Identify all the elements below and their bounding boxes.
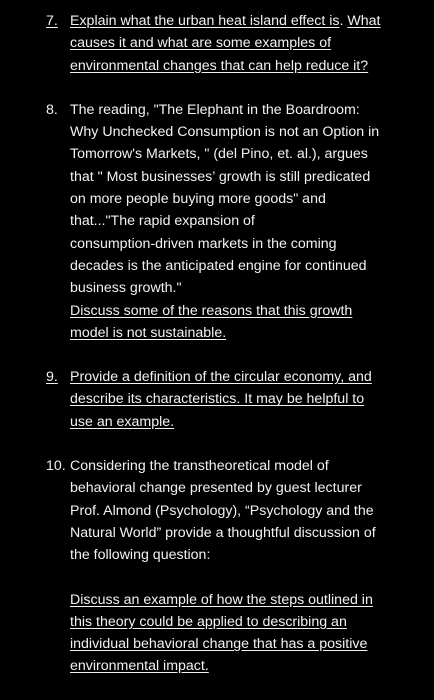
question-text-line: causes it and what are some examples of [70, 35, 332, 52]
question-number: 7. [46, 13, 58, 29]
question-9 [0, 366, 434, 433]
question-text-line: Prof. Almond (Psychology), “Psychology and the [70, 502, 374, 519]
question-7 [0, 10, 434, 77]
assignment-questions [0, 10, 434, 678]
question-number: 9. [46, 369, 58, 386]
question-text-line: the following question: [70, 547, 211, 564]
question-prompt-line: environmental impact. [70, 658, 209, 675]
question-prompt-line: model is not sustainable. [70, 324, 227, 341]
question-prompt-line: use an example. [70, 413, 175, 430]
question-prompt-line: describe its characteristics. It may be helpful to [70, 391, 365, 408]
question-text-line: Why Unchecked Consumption is not an Option in [70, 124, 380, 141]
question-text-line: environmental changes that can help reduce it? [70, 57, 369, 74]
question-text-line: Considering the transtheoretical model of [70, 458, 329, 475]
question-text-line: Explain what the urban heat island effect is. What [70, 13, 381, 29]
question-number: 8. [46, 101, 58, 118]
question-text-line: behavioral change presented by guest lecturer [70, 480, 362, 497]
question-prompt-line: this theory could be applied to describing an [70, 613, 347, 630]
question-text-line: decades is the anticipated engine for continued [70, 257, 367, 274]
question-prompt-line: individual behavioral change that has a positive [70, 636, 368, 653]
question-text-line: business growth." [70, 280, 182, 297]
question-text-line: that..."The rapid expansion of [70, 213, 255, 230]
question-text-line: on more people buying more goods" and [70, 191, 326, 208]
question-number: 10. [46, 458, 66, 475]
question-prompt-line: Provide a definition of the circular economy, and [70, 369, 372, 386]
question-prompt-line: Discuss an example of how the steps outlined in [70, 591, 373, 608]
question-prompt-line: Discuss some of the reasons that this growth [70, 302, 353, 319]
question-text-line: The reading, "The Elephant in the Boardroom: [70, 101, 360, 118]
question-text-line: Natural World” provide a thoughtful discussion of [70, 524, 376, 541]
question-text-line: that " Most businesses’ growth is still predicated [70, 168, 371, 185]
question-10 [0, 455, 434, 678]
question-text-line: consumption-driven markets in the coming [70, 235, 337, 252]
question-text-line: Tomorrow's Markets, " (del Pino, et. al.), argues [70, 146, 368, 163]
question-8 [0, 99, 434, 344]
